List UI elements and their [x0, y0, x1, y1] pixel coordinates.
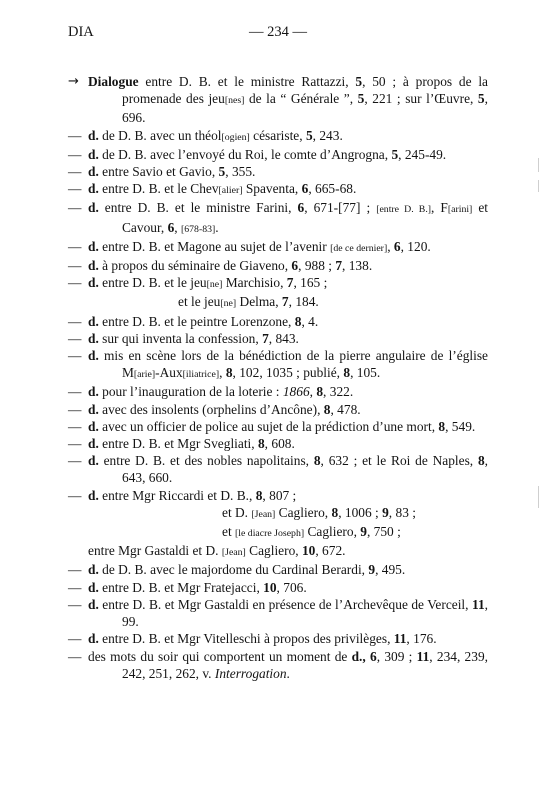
index-entry: — des mots du soir qui comportent un moment de d., 6, 309 ; 11, 234, 239, 242, 251, 262, v. Interrogation. [68, 648, 488, 681]
index-entry: — d. entre D. B. et Mgr Fratejacci, 10, 706. [68, 579, 307, 595]
dash-marker: — [68, 258, 82, 274]
index-entry: — d. sur qui inventa la confession, 7, 843. [68, 330, 299, 346]
page-number: — 234 — [249, 24, 307, 40]
index-entry: — d. entre D. B. et Magone au sujet de l’avenir [de ce dernier], 6, 120. [68, 238, 431, 254]
dash-marker: — [68, 127, 82, 143]
index-entry: — d. entre D. B. et Mgr Gastaldi en présence de l’Archevêque de Verceil, 11, 99. [68, 596, 488, 630]
index-entry: — d. entre D. B. et le peintre Lorenzone, 8, 4. [68, 313, 319, 329]
dash-marker: — [68, 596, 82, 612]
margin-mark [538, 158, 539, 172]
index-entry: — d. entre Mgr Riccardi et D. B., 8, 807 ; [68, 487, 297, 503]
running-header [68, 24, 488, 44]
running-head: DIA [68, 24, 94, 40]
index-entry: — d. avec des insolents (orphelins d’Ancône), 8, 478. [68, 401, 361, 417]
index-entry: — d. entre D. B. et le Chev[alier] Spaventa, 6, 665-68. [68, 181, 357, 197]
dash-marker: — [68, 401, 82, 417]
dash-marker: — [68, 146, 82, 162]
dash-marker: — [68, 275, 82, 291]
index-entry: — d. entre D. B. et Mgr Svegliati, 8, 608. [68, 436, 295, 452]
index-entry: — d. de D. B. avec l’envoyé du Roi, le comte d’Angrogna, 5, 245-49. [68, 146, 447, 162]
index-entry: — d. entre D. B. et des nobles napolitains, 8, 632 ; et le Roi de Naples, 8, 643, 660. [68, 453, 488, 486]
dash-marker: — [68, 164, 82, 180]
index-content [68, 73, 488, 682]
dash-marker: — [68, 418, 82, 434]
dash-marker: — [68, 579, 82, 595]
index-entry: — d. de D. B. avec le majordome du Cardinal Berardi, 9, 495. [68, 562, 406, 578]
margin-mark [538, 486, 539, 508]
index-entry: — d. entre D. B. et le jeu[ne] Marchisio, 7, 165 ; [68, 275, 328, 291]
entry-continuation: et le jeu[ne] Delma, 7, 184. [178, 294, 319, 310]
index-entry: → Dialogue entre D. B. et le ministre Rattazzi, 5, 50 ; à propos de la promenade des jeu[nes] de la “ Générale ”, 5, 221 ; sur l’Œuvre, 5, 696. [68, 74, 488, 126]
dash-marker: — [68, 181, 82, 197]
index-entry: — d. entre D. B. et Mgr Vitelleschi à propos des privilèges, 11, 176. [68, 631, 437, 647]
index-entry: — d. avec un officier de police au sujet de la prédiction d’une mort, 8, 549. [68, 418, 476, 434]
entry-continuation: entre Mgr Gastaldi et D. [Jean] Cagliero, 10, 672. [88, 543, 346, 559]
arrow-right-icon: → [68, 74, 79, 89]
dash-marker: — [68, 453, 82, 469]
dash-marker: — [68, 436, 82, 452]
dash-marker: — [68, 562, 82, 578]
index-entry: — d. de D. B. avec un théol[ogien] césariste, 5, 243. [68, 127, 343, 143]
headword: Dialogue [88, 74, 139, 89]
entry-continuation: et [le diacre Joseph] Cagliero, 9, 750 ; [222, 524, 401, 540]
index-entry: — d. pour l’inauguration de la loterie : 1866, 8, 322. [68, 384, 354, 400]
dash-marker: — [68, 384, 82, 400]
index-entry: — d. mis en scène lors de la bénédiction de la pierre angulaire de l’église M[arie]-Aux[iliatrice], 8, 102, 1035 ; publié, 8, 105. [68, 348, 488, 381]
index-entry: — d. entre D. B. et le ministre Farini, 6, 671-[77] ; [entre D. B.], F[arini] et Cavour, 6, [678-83]. [68, 200, 489, 235]
dash-marker: — [68, 238, 82, 254]
index-entry: — d. à propos du séminaire de Giaveno, 6, 988 ; 7, 138. [68, 258, 373, 274]
dash-marker: — [68, 200, 82, 216]
dash-marker: — [68, 348, 82, 364]
dash-marker: — [68, 648, 82, 664]
dash-marker: — [68, 313, 82, 329]
margin-mark [538, 180, 539, 192]
dash-marker: — [68, 487, 82, 503]
entry-continuation: et D. [Jean] Cagliero, 8, 1006 ; 9, 83 ; [222, 504, 416, 520]
dash-marker: — [68, 330, 82, 346]
dash-marker: — [68, 631, 82, 647]
index-entry: — d. entre Savio et Gavio, 5, 355. [68, 164, 256, 180]
